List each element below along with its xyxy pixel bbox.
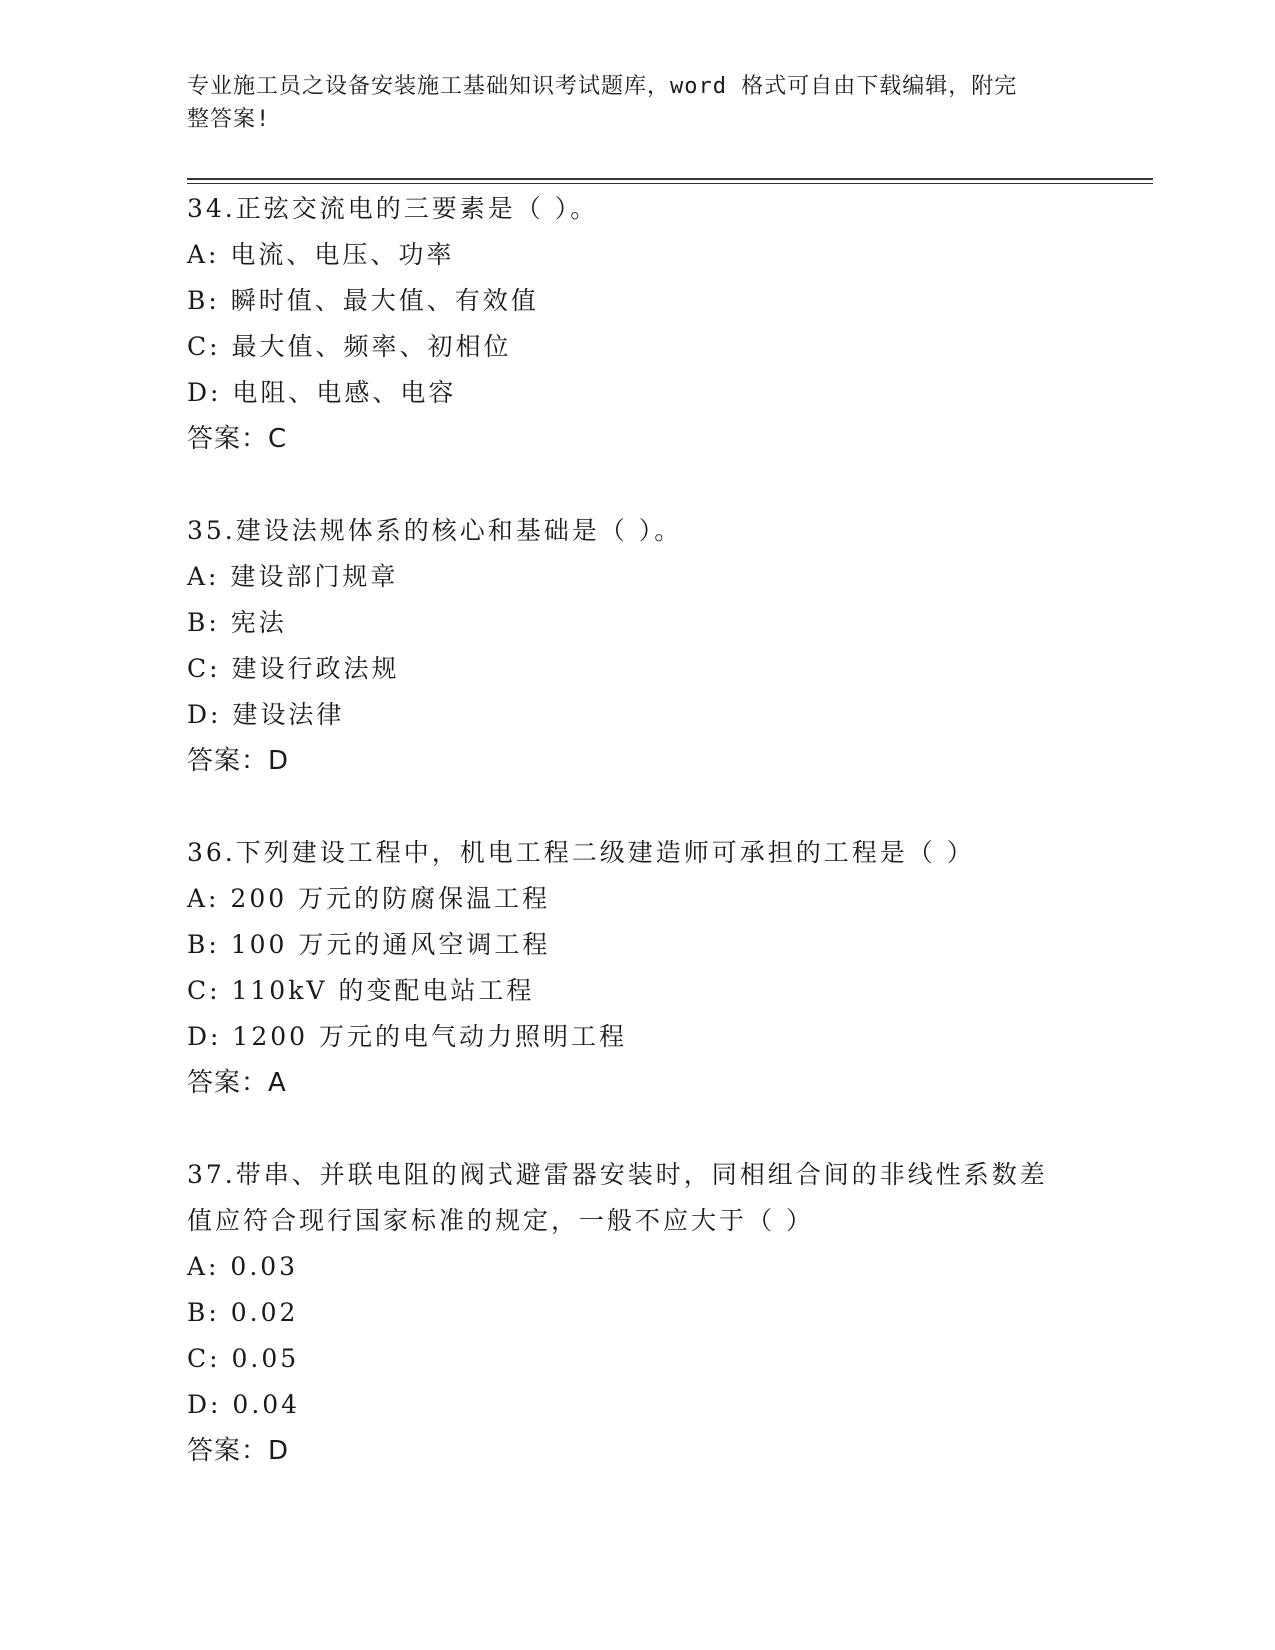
question-37	[187, 1152, 1117, 1474]
question-stem: 34.正弦交流电的三要素是（ ）。	[187, 194, 599, 223]
option-c: C: 建设行政法规	[187, 654, 400, 683]
header-line-1: 专业施工员之设备安装施工基础知识考试题库，word 格式可自由下载编辑，附完	[187, 74, 1018, 99]
answer-line: 答案：C	[187, 424, 288, 454]
header-line-2: 整答案!	[187, 107, 271, 132]
document-header	[187, 70, 1067, 136]
option-b: B: 0.02	[187, 1298, 299, 1327]
question-36	[187, 830, 1117, 1106]
option-a: A: 200 万元的防腐保温工程	[187, 884, 551, 913]
option-a: A: 电流、电压、功率	[187, 240, 455, 269]
answer-line: 答案：D	[187, 1436, 290, 1466]
question-stem-line-1: 37.带串、并联电阻的阀式避雷器安装时，同相组合间的非线性系数差	[187, 1160, 1048, 1189]
question-stem: 36.下列建设工程中，机电工程二级建造师可承担的工程是（ ）	[187, 838, 975, 867]
answer-line: 答案：D	[187, 746, 290, 776]
option-b: B: 100 万元的通风空调工程	[187, 930, 551, 959]
header-rule-thick	[187, 178, 1153, 180]
option-d: D: 0.04	[187, 1390, 301, 1419]
question-stem: 35.建设法规体系的核心和基础是（ ）。	[187, 516, 683, 545]
question-34	[187, 186, 1117, 462]
option-c: C: 最大值、频率、初相位	[187, 332, 512, 361]
option-b: B: 宪法	[187, 608, 287, 637]
option-a: A: 0.03	[187, 1252, 299, 1281]
option-b: B: 瞬时值、最大值、有效值	[187, 286, 539, 315]
question-list	[187, 186, 1117, 1520]
option-d: D: 建设法律	[187, 700, 345, 729]
option-c: C: 110kV 的变配电站工程	[187, 976, 535, 1005]
answer-line: 答案：A	[187, 1068, 287, 1098]
option-c: C: 0.05	[187, 1344, 300, 1373]
question-35	[187, 508, 1117, 784]
option-a: A: 建设部门规章	[187, 562, 399, 591]
option-d: D: 电阻、电感、电容	[187, 378, 457, 407]
question-stem-line-2: 值应符合现行国家标准的规定，一般不应大于（ ）	[187, 1206, 814, 1235]
header-rule-thin	[187, 183, 1153, 184]
option-d: D: 1200 万元的电气动力照明工程	[187, 1022, 627, 1051]
